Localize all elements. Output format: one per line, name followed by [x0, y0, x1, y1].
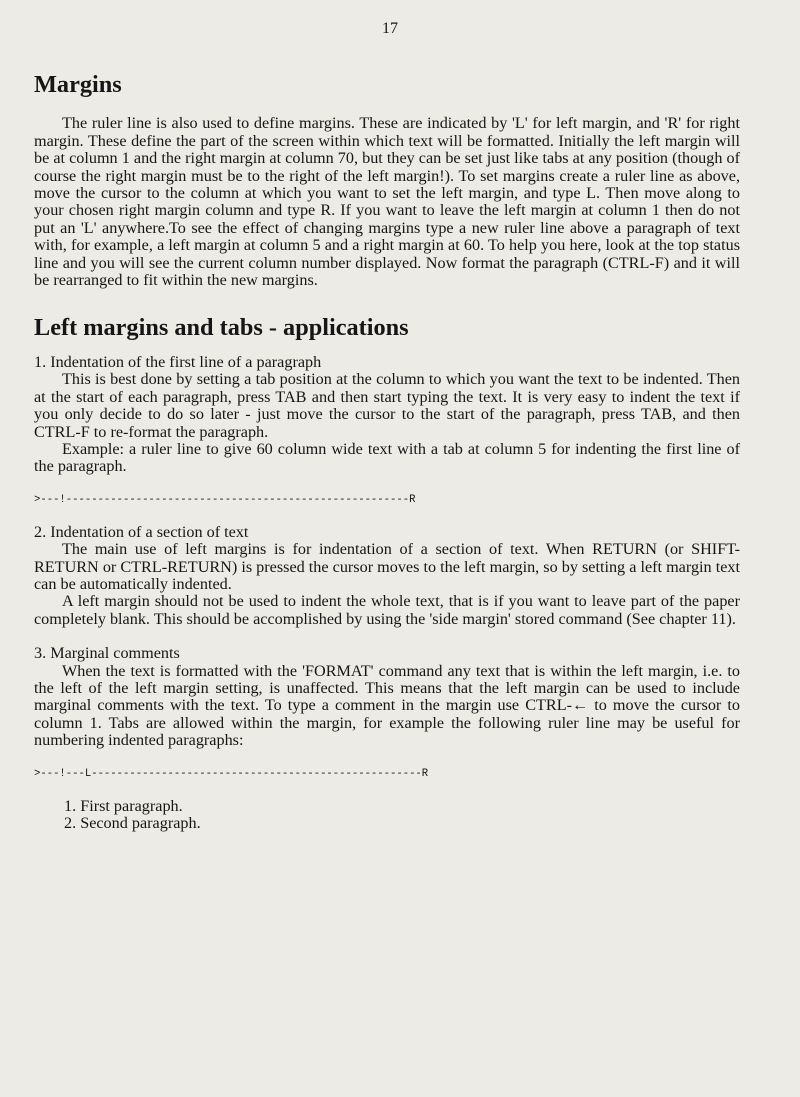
item2-paragraph-2: A left margin should not be used to indent the whole text, that is if you want to leave part of the paper completely blank. This should be accomplished by using the 'side margin' stored command (See chapter 11). [34, 592, 740, 628]
item3-paragraph-1: When the text is formatted with the 'FORMAT' command any text that is within the left margin, i.e. to the left of the left margin setting, is unaffected. This means that the left margin can be used to include marginal comments with the text. To type a comment in the margin use CTRL-← to move the cursor to column 1. Tabs are allowed within the margin, for example the following ruler line may be useful for numbering indented paragraphs: [34, 661, 740, 750]
item1-title: 1. Indentation of the first line of a paragraph [34, 352, 322, 371]
ruler-line-example-2: >---!---L----------------------------------------------------R [34, 767, 429, 780]
list-item: 2. Second paragraph. [64, 814, 201, 832]
item2-title: 2. Indentation of a section of text [34, 522, 249, 541]
item1-paragraph-1: This is best done by setting a tab position at the column to which you want the text to be indented. Then at the start of each paragraph, press TAB and then start typing the text. It is very easy to indent the text if you only decide to do so later - just move the cursor to the start of the paragraph, press TAB, and then CTRL-F to re-format the paragraph. [34, 370, 740, 441]
list-item: 1. First paragraph. [64, 796, 183, 815]
item2-paragraph-1: The main use of left margins is for indentation of a section of text. When RETURN (or SHIFT-RETURN or CTRL-RETURN) is pressed the cursor moves to the left margin, so by setting a left margin text can be automatically indented. [34, 540, 740, 593]
item1-paragraph-2: Example: a ruler line to give 60 column wide text with a tab at column 5 for indenting the first line of the paragraph. [34, 439, 740, 476]
margins-heading: Margins [34, 71, 122, 98]
applications-heading: Left margins and tabs - applications [34, 314, 409, 342]
margins-paragraph: The ruler line is also used to define margins. These are indicated by 'L' for left margin, and 'R' for right margin. These define the part of the screen within which text will be formatted. Initially the left margin will be at column 1 and the right margin at column 70, but they can be set just like tabs at any position (though of course the right margin must be to the right of the left margin!). To set margins create a ruler line as above, move the cursor to the column at which you want to set the left margin, and type L. Then move along to your chosen right margin column and type R. If you want to leave the left margin at column 1 then do not put an 'L' anywhere.To see the effect of changing margins type a new ruler line above a paragraph of text with, for example, a left margin at column 5 and a right margin at 60. To help you here, look at the top status line and you will see the current column number displayed. Now format the paragraph (CTRL-F) and it will be rearranged to fit within the new margins. [34, 114, 740, 290]
page-content [34, 71, 740, 832]
page-number: 17 [382, 20, 398, 37]
numbered-list [34, 798, 740, 833]
item3-title: 3. Marginal comments [34, 644, 180, 663]
ruler-line-example-1: >---!------------------------------------------------------R [34, 493, 416, 506]
